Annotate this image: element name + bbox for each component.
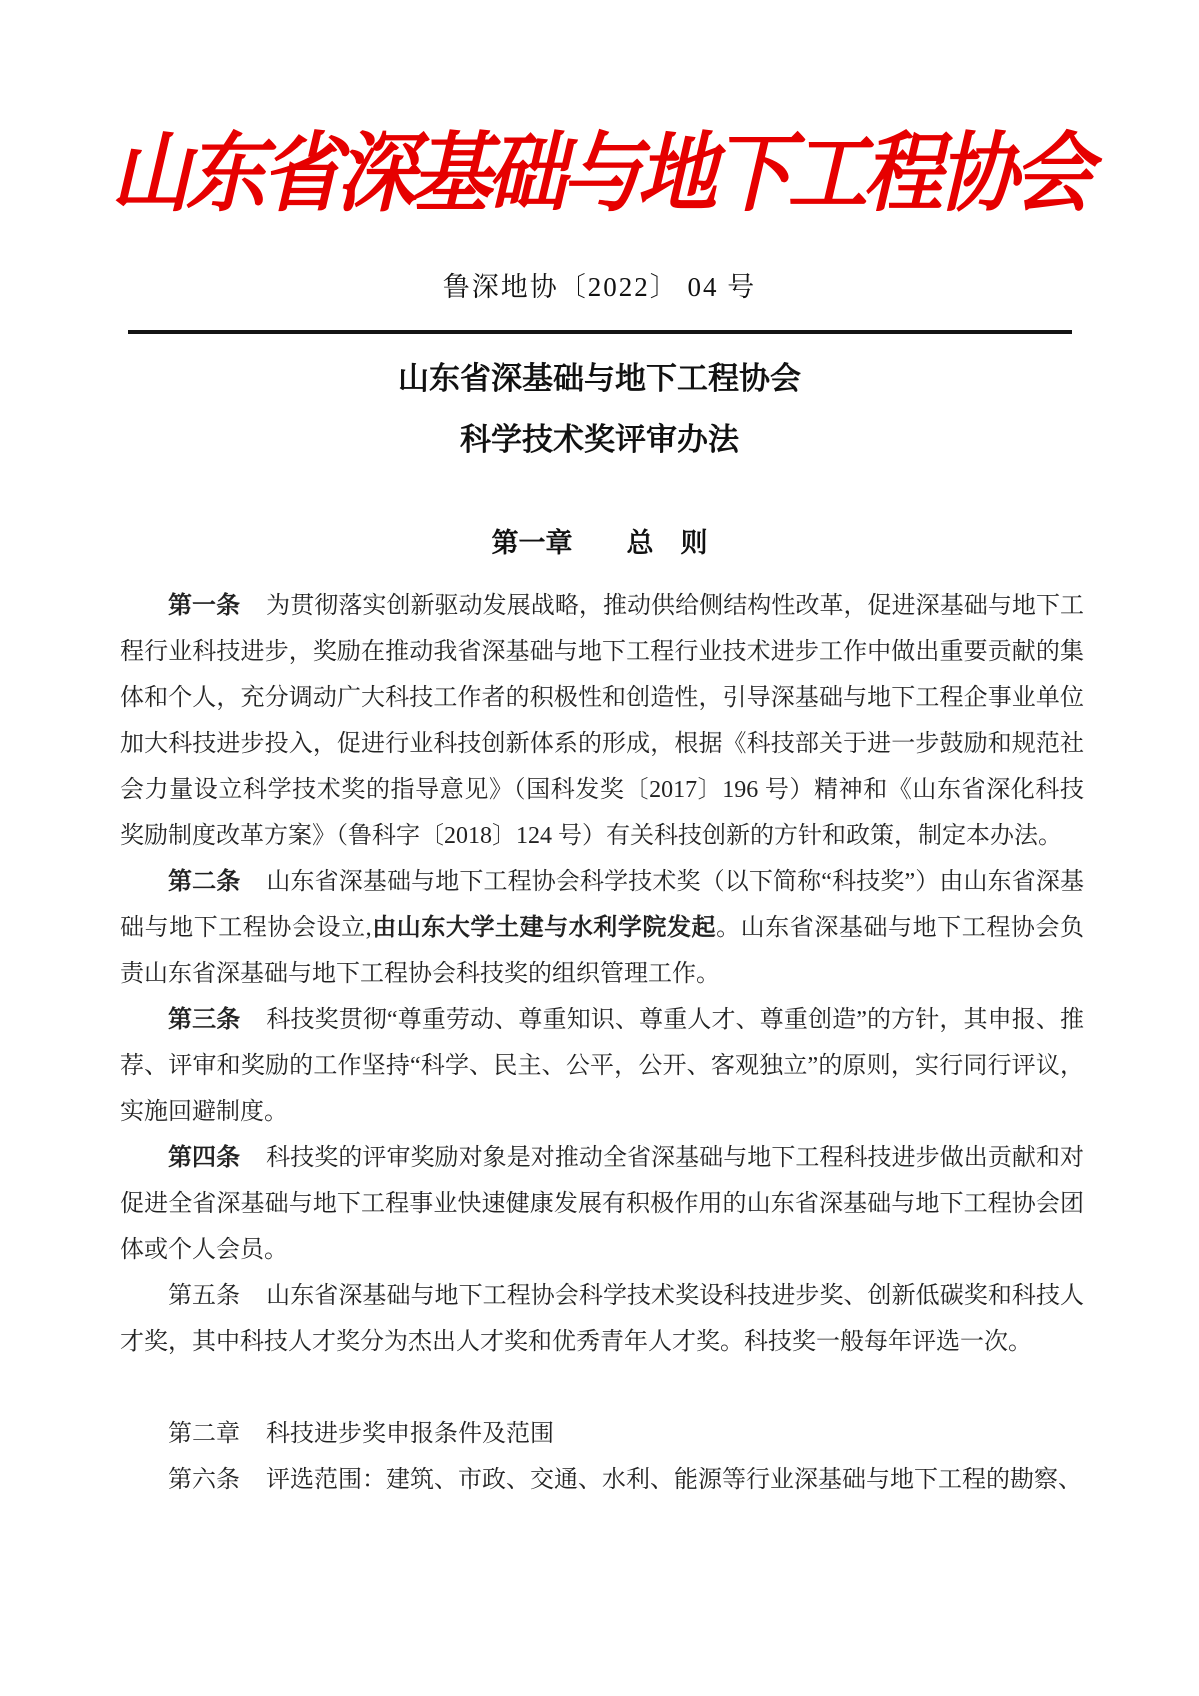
article-5 (120, 1273, 1084, 1365)
document-title-line2: 科学技术奖评审办法 (460, 422, 739, 457)
article-2-text-after: 。山东省深基础与地下工程协会负责山东省深基础与地下工程协会科技奖的组织管理工作。 (120, 915, 1085, 987)
chapter2-heading-text: 科技进步奖申报条件及范围 (266, 1421, 554, 1447)
article-3-text: 科技奖贯彻“尊重劳动、尊重知识、尊重人才、尊重创造”的方针，其申报、推荐、评审和奖励的工作坚持“科学、民主、公平，公开、客观独立”的原则，实行同行评议，实施回避制度。 (120, 1007, 1085, 1125)
doc-number: 鲁深地协〔2022〕 04 号 (442, 272, 757, 302)
article-1-text: 为贯彻落实创新驱动发展战略，推动供给侧结构性改革，促进深基础与地下工程行业科技进步，奖励在推动我省深基础与地下工程行业技术进步工作中做出重要贡献的集体和个人，充分调动广大科技工作者的积极性和创造性，引导深基础与地下工程企事业单位加大科技进步投入，促进行业科技创新体系的形成，根据《科技部关于进一步鼓励和规范社会力量设立科学技术奖的指导意见》（国科发奖〔2017〕196 号）精神和《山东省深化科技奖励制度改革方案》（鲁科字〔2018〕124 号）有关科技创新的方针和政策，制定本办法。 (120, 593, 1085, 849)
document-body (120, 583, 1084, 1503)
article-5-label: 第五条 (168, 1283, 241, 1309)
article-1-label: 第一条 (168, 593, 241, 619)
article-4 (120, 1135, 1084, 1273)
document-title-line1: 山东省深基础与地下工程协会 (398, 361, 801, 396)
letterhead-title: 山东省深基础与地下工程协会 (110, 125, 1089, 222)
article-1 (120, 583, 1084, 859)
header-divider (128, 330, 1072, 334)
article-4-label: 第四条 (168, 1145, 241, 1171)
article-2-label: 第二条 (168, 869, 241, 895)
document-title (0, 348, 1199, 470)
article-6 (120, 1457, 1084, 1503)
article-3-label: 第三条 (168, 1007, 241, 1033)
chapter1-heading: 第一章 总 则 (491, 528, 708, 558)
chapter2-heading-label: 第二章 (168, 1421, 240, 1447)
article-2-text-before: 山东省深基础与地下工程协会科学技术奖（以下简称“科技奖”）由山东省深基础与地下工程协会设立, (120, 869, 1085, 941)
article-2-text-bold: 由山东大学土建与水利学院发起 (371, 915, 717, 941)
article-3 (120, 997, 1084, 1135)
article-5-text: 山东省深基础与地下工程协会科学技术奖设科技进步奖、创新低碳奖和科技人才奖，其中科技人才奖分为杰出人才奖和优秀青年人才奖。科技奖一般每年评选一次。 (120, 1283, 1085, 1355)
article-6-text: 评选范围：建筑、市政、交通、水利、能源等行业深基础与地下工程的勘察、 (266, 1467, 1082, 1493)
article-6-label: 第六条 (168, 1467, 240, 1493)
article-2 (120, 859, 1084, 997)
article-4-text: 科技奖的评审奖励对象是对推动全省深基础与地下工程科技进步做出贡献和对促进全省深基础与地下工程事业快速健康发展有积极作用的山东省深基础与地下工程协会团体或个人会员。 (120, 1145, 1085, 1263)
chapter2-heading (120, 1411, 1084, 1457)
